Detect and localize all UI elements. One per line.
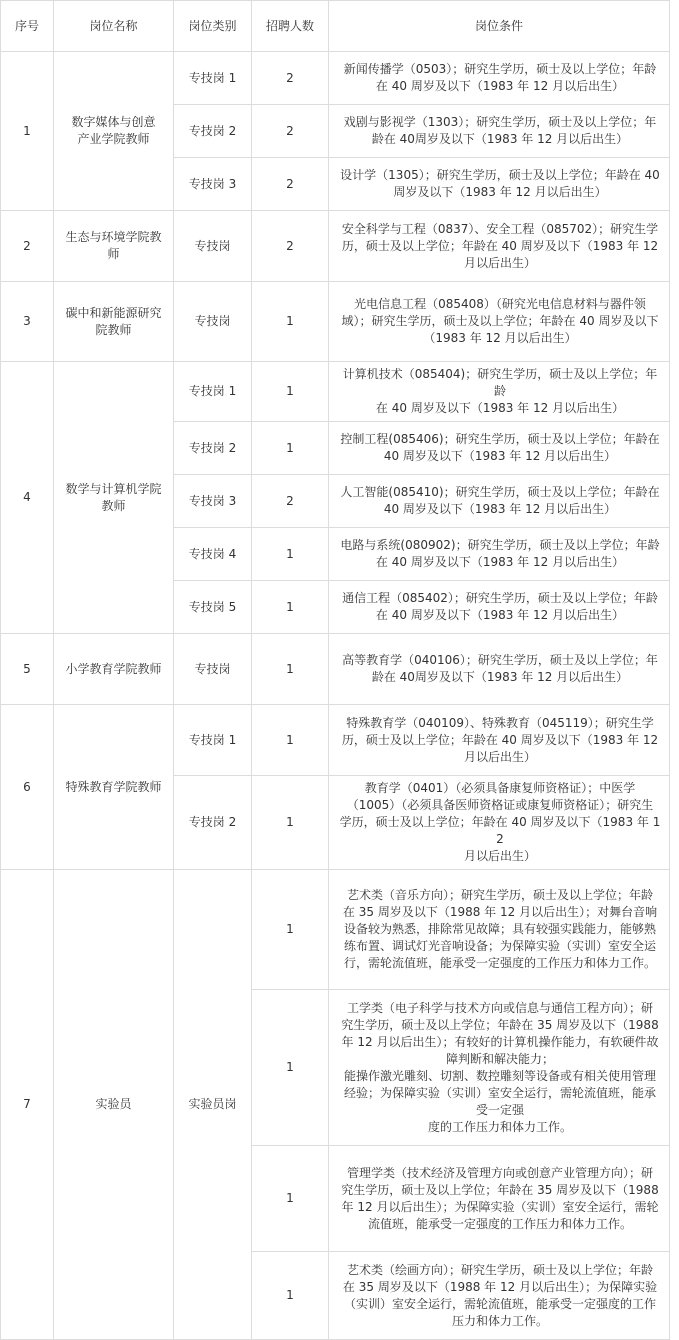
- requirements-cell: 特殊教育学（040109）、特殊教育（045119）；研究生学 历，硕士及以上学位；年龄在 40 周岁及以下（1983 年 12 月以后出生）: [329, 705, 670, 776]
- count-cell: 1: [252, 1252, 329, 1340]
- count-cell: 2: [252, 211, 329, 282]
- requirements-cell: 控制工程(085406)；研究生学历，硕士及以上学位；年龄在 40 周岁及以下（1983 年 12 月以后出生）: [329, 422, 670, 475]
- seq-cell: 1: [1, 52, 54, 211]
- requirements-cell: 计算机技术（085404)；研究生学历，硕士及以上学位；年龄 在 40 周岁及以下（1983 年 12 月以后出生）: [329, 362, 670, 422]
- requirements-cell: 高等教育学（040106）；研究生学历，硕士及以上学位；年 龄在 40周岁及以下（1983 年 12 月以后出生）: [329, 634, 670, 705]
- count-cell: 1: [252, 362, 329, 422]
- seq-cell: 7: [1, 870, 54, 1340]
- table-row: [1, 282, 670, 362]
- requirements-cell: 管理学类（技术经济及管理方向或创意产业管理方向）；研 究生学历，硕士及以上学位；年龄在 35 周岁及以下（1988 年 12 月以后出生）；为保障实验（实训）室安全运行，需轮 流值班，能承受一定强度的工作压力和体力工作。: [329, 1146, 670, 1252]
- count-cell: 1: [252, 634, 329, 705]
- count-cell: 1: [252, 1146, 329, 1252]
- requirements-cell: 艺术类（音乐方向）；研究生学历，硕士及以上学位；年龄 在 35 周岁及以下（1988 年 12 月以后出生）；对舞台音响 设备较为熟悉，排除常见故障；具有较强实践能力，能够熟 练布置、调试灯光音响设备；为保障实验（实训）室安全运 行，需轮流值班，能承受一定强度的工作压力和体力工作。: [329, 870, 670, 990]
- category-cell: 专技岗 1: [174, 705, 252, 776]
- seq-cell: 2: [1, 211, 54, 282]
- count-cell: 2: [252, 158, 329, 211]
- position-name-cell: 实验员: [54, 870, 174, 1340]
- position-name-cell: 生态与环境学院教 师: [54, 211, 174, 282]
- header-position-type: 岗位类别: [174, 1, 252, 52]
- table-row: [1, 211, 670, 282]
- category-cell: 专技岗 2: [174, 776, 252, 870]
- count-cell: 1: [252, 528, 329, 581]
- category-cell: 专技岗 1: [174, 52, 252, 105]
- count-cell: 2: [252, 475, 329, 528]
- position-name-cell: 数字媒体与创意 产业学院教师: [54, 52, 174, 211]
- requirements-cell: 安全科学与工程（0837）、安全工程（085702）；研究生学 历，硕士及以上学位；年龄在 40 周岁及以下（1983 年 12 月以后出生）: [329, 211, 670, 282]
- category-cell: 专技岗 4: [174, 528, 252, 581]
- category-cell: 专技岗: [174, 211, 252, 282]
- requirements-cell: 戏剧与影视学（1303）；研究生学历，硕士及以上学位；年 龄在 40周岁及以下（1983 年 12 月以后出生）: [329, 105, 670, 158]
- count-cell: 1: [252, 870, 329, 990]
- count-cell: 1: [252, 422, 329, 475]
- requirements-cell: 电路与系统(080902)；研究生学历，硕士及以上学位；年龄 在 40 周岁及以下（1983 年 12 月以后出生）: [329, 528, 670, 581]
- position-name-cell: 特殊教育学院教师: [54, 705, 174, 870]
- category-cell: 专技岗: [174, 282, 252, 362]
- requirements-cell: 设计学（1305）；研究生学历，硕士及以上学位；年龄在 40 周岁及以下（1983 年 12 月以后出生）: [329, 158, 670, 211]
- seq-cell: 3: [1, 282, 54, 362]
- header-position-name: 岗位名称: [54, 1, 174, 52]
- count-cell: 2: [252, 52, 329, 105]
- category-cell: 专技岗 3: [174, 158, 252, 211]
- count-cell: 1: [252, 705, 329, 776]
- requirements-cell: 人工智能(085410)；研究生学历，硕士及以上学位；年龄在 40 周岁及以下（1983 年 12 月以后出生）: [329, 475, 670, 528]
- category-cell: 专技岗 5: [174, 581, 252, 634]
- seq-cell: 6: [1, 705, 54, 870]
- category-cell: 实验员岗: [174, 870, 252, 1340]
- requirements-cell: 教育学（0401）（必须具备康复师资格证）；中医学 （1005）（必须具备医师资格证或康复师资格证）；研究生 学历，硕士及以上学位；年龄在 40 周岁及以下（1983 年 12 月以后出生）: [329, 776, 670, 870]
- category-cell: 专技岗 3: [174, 475, 252, 528]
- requirements-cell: 通信工程（085402）；研究生学历，硕士及以上学位；年龄 在 40 周岁及以下（1983 年 12 月以后出生）: [329, 581, 670, 634]
- position-name-cell: 数学与计算机学院 教师: [54, 362, 174, 634]
- table-header-row: [1, 1, 670, 52]
- table-row: [1, 362, 670, 422]
- table-row: [1, 634, 670, 705]
- table-row: [1, 705, 670, 776]
- category-cell: 专技岗 2: [174, 105, 252, 158]
- header-requirements: 岗位条件: [329, 1, 670, 52]
- count-cell: 1: [252, 282, 329, 362]
- requirements-cell: 艺术类（绘画方向）；研究生学历，硕士及以上学位；年龄 在 35 周岁及以下（1988 年 12 月以后出生）；为保障实验 （实训）室安全运行，需轮流值班，能承受一定强度的工作 压力和体力工作。: [329, 1252, 670, 1340]
- requirements-cell: 新闻传播学（0503）；研究生学历，硕士及以上学位；年龄 在 40 周岁及以下（1983 年 12 月以后出生）: [329, 52, 670, 105]
- requirements-cell: 工学类（电子科学与技术方向或信息与通信工程方向）；研 究生学历，硕士及以上学位；年龄在 35 周岁及以下（1988 年 12 月以后出生）；有较好的计算机操作能力，有软硬件故 障判断和解决能力； 能操作激光雕刻、切割、数控雕刻等设备或有相关使用管理 经验；为保障实验（实训）室安全运行，需轮流值班，能承受一定强 度的工作压力和体力工作。: [329, 990, 670, 1146]
- category-cell: 专技岗 2: [174, 422, 252, 475]
- count-cell: 2: [252, 105, 329, 158]
- position-name-cell: 小学教育学院教师: [54, 634, 174, 705]
- header-seq: 序号: [1, 1, 54, 52]
- position-name-cell: 碳中和新能源研究 院教师: [54, 282, 174, 362]
- table-row: [1, 52, 670, 105]
- count-cell: 1: [252, 581, 329, 634]
- table-row: [1, 870, 670, 990]
- count-cell: 1: [252, 776, 329, 870]
- requirements-cell: 光电信息工程（085408）（研究光电信息材料与器件领 域）；研究生学历，硕士及以上学位；年龄在 40 周岁及以下 （1983 年 12 月以后出生）: [329, 282, 670, 362]
- category-cell: 专技岗 1: [174, 362, 252, 422]
- category-cell: 专技岗: [174, 634, 252, 705]
- count-cell: 1: [252, 990, 329, 1146]
- header-headcount: 招聘人数: [252, 1, 329, 52]
- seq-cell: 5: [1, 634, 54, 705]
- seq-cell: 4: [1, 362, 54, 634]
